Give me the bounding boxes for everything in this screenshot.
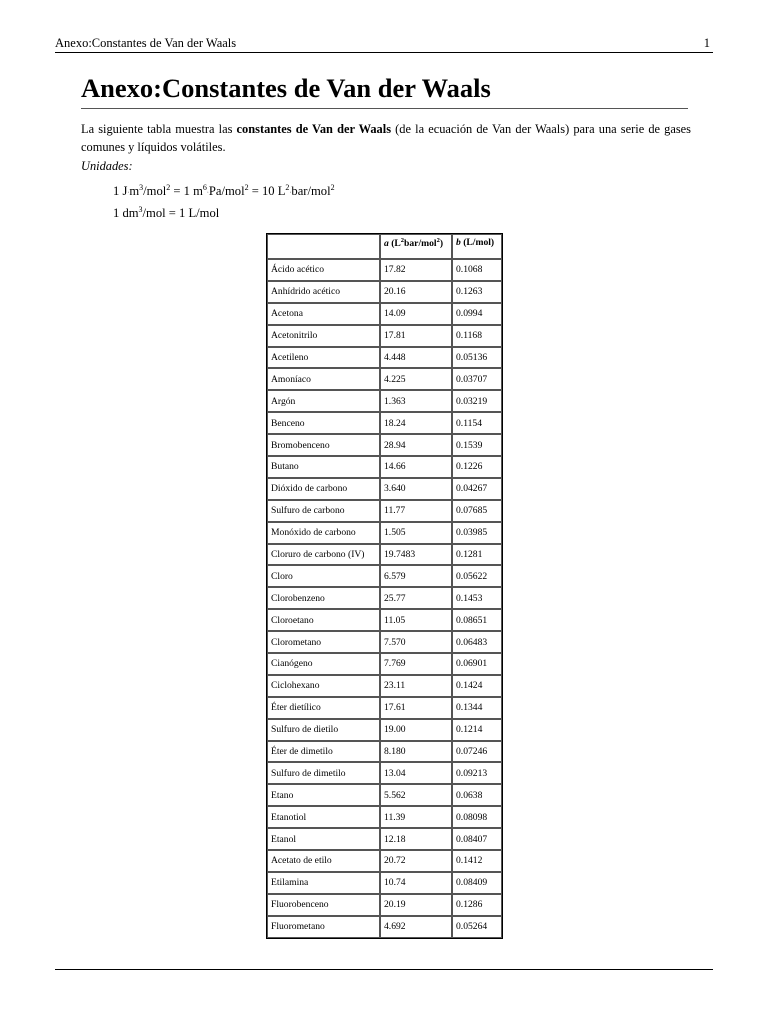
cell-a-value: 3.640 [380, 478, 452, 500]
cell-a-value: 6.579 [380, 565, 452, 587]
cell-b-value: 0.06483 [452, 631, 502, 653]
cell-b-value: 0.08409 [452, 872, 502, 894]
cell-b-value: 0.1539 [452, 434, 502, 456]
units-text: Pa/mol [208, 184, 245, 198]
table-row [267, 828, 502, 850]
cell-substance: Etanotiol [267, 806, 380, 828]
intro-text-before: La siguiente tabla muestra las [81, 122, 237, 136]
table-row [267, 741, 502, 763]
header-a-text: ) [439, 238, 444, 249]
units-text: = 1 m [170, 184, 203, 198]
intro-text-after: (de la ecuación de Van der Waals) para una serie de gases comunes y líquidos volátiles. [81, 122, 692, 154]
units-text: bar/mol [291, 184, 331, 198]
table-row [267, 368, 502, 390]
units-text: /mol = 1 L/mol [142, 206, 220, 220]
intro-bold-link[interactable]: constantes de Van der Waals [236, 122, 392, 136]
units-label-text: Unidades [81, 159, 129, 173]
page-title: Anexo:Constantes de Van der Waals [81, 73, 491, 103]
cell-substance: Sulfuro de dimetilo [267, 762, 380, 784]
cell-a-value: 7.769 [380, 653, 452, 675]
cell-b-value: 0.1068 [452, 259, 502, 281]
cell-substance: Éter dietílico [267, 697, 380, 719]
table-row [267, 500, 502, 522]
cell-a-value: 13.04 [380, 762, 452, 784]
cell-b-value: 0.06901 [452, 653, 502, 675]
cell-b-value: 0.04267 [452, 478, 502, 500]
table-row [267, 653, 502, 675]
cell-a-value: 17.82 [380, 259, 452, 281]
table-row [267, 390, 502, 412]
header-a-var: a [384, 238, 389, 249]
table-row [267, 478, 502, 500]
cell-a-value: 11.39 [380, 806, 452, 828]
cell-b-value: 0.1412 [452, 850, 502, 872]
table-row [267, 916, 502, 938]
title-divider [81, 108, 688, 109]
intro-paragraph [81, 120, 691, 156]
cell-a-value: 19.00 [380, 719, 452, 741]
header-a-text: (L [388, 238, 401, 249]
cell-b-value: 0.1281 [452, 544, 502, 566]
table-row [267, 675, 502, 697]
cell-substance: Acetileno [267, 347, 380, 369]
cell-b-value: 0.1263 [452, 281, 502, 303]
cell-b-value: 0.1453 [452, 587, 502, 609]
cell-substance: Butano [267, 456, 380, 478]
cell-substance: Clorometano [267, 631, 380, 653]
units-exponent: 3 [138, 205, 143, 214]
table-row [267, 259, 502, 281]
cell-substance: Acetato de etilo [267, 850, 380, 872]
units-exponent: 6 [202, 183, 207, 192]
header-b-var: b [456, 237, 461, 248]
units-exponent: 2 [285, 183, 290, 192]
table-row [267, 894, 502, 916]
units-text: 1 dm [113, 206, 139, 220]
cell-a-value: 25.77 [380, 587, 452, 609]
table-row [267, 850, 502, 872]
cell-substance: Cloruro de carbono (IV) [267, 544, 380, 566]
table-body [267, 259, 502, 938]
cell-a-value: 11.05 [380, 609, 452, 631]
table-row [267, 412, 502, 434]
cell-a-value: 8.180 [380, 741, 452, 763]
cell-a-value: 23.11 [380, 675, 452, 697]
table-row [267, 347, 502, 369]
cell-substance: Bromobenceno [267, 434, 380, 456]
cell-substance: Anhídrido acético [267, 281, 380, 303]
cell-a-value: 20.16 [380, 281, 452, 303]
middle-dot: · [206, 190, 209, 196]
table-row [267, 872, 502, 894]
header-b-text: (L/mol) [460, 237, 495, 248]
table-row [267, 806, 502, 828]
table-row [267, 762, 502, 784]
table-row [267, 784, 502, 806]
cell-substance: Acetonitrilo [267, 325, 380, 347]
units-exponent: 2 [166, 183, 171, 192]
cell-substance: Etilamina [267, 872, 380, 894]
cell-b-value: 0.03707 [452, 368, 502, 390]
van-der-waals-table [266, 233, 503, 939]
table-row [267, 281, 502, 303]
header-a-exponent: 2 [436, 237, 440, 244]
units-line-1 [113, 183, 335, 199]
units-exponent: 2 [244, 183, 249, 192]
cell-a-value: 20.19 [380, 894, 452, 916]
cell-substance: Clorobenzeno [267, 587, 380, 609]
cell-a-value: 4.692 [380, 916, 452, 938]
cell-substance: Fluorobenceno [267, 894, 380, 916]
cell-substance: Dióxido de carbono [267, 478, 380, 500]
header-divider [55, 52, 713, 53]
cell-b-value: 0.1226 [452, 456, 502, 478]
cell-b-value: 0.05136 [452, 347, 502, 369]
cell-a-value: 17.61 [380, 697, 452, 719]
cell-b-value: 0.0994 [452, 303, 502, 325]
cell-a-value: 4.448 [380, 347, 452, 369]
header-substance [267, 234, 380, 259]
table-row [267, 697, 502, 719]
units-text: m [129, 184, 140, 198]
middle-dot: · [127, 190, 130, 196]
units-text: = 10 L [248, 184, 286, 198]
header-a-exponent: 2 [400, 237, 405, 244]
cell-b-value: 0.03985 [452, 522, 502, 544]
cell-b-value: 0.05622 [452, 565, 502, 587]
cell-a-value: 14.09 [380, 303, 452, 325]
cell-substance: Cloro [267, 565, 380, 587]
cell-a-value: 7.570 [380, 631, 452, 653]
cell-substance: Ácido acético [267, 259, 380, 281]
cell-a-value: 1.363 [380, 390, 452, 412]
units-text: /mol [143, 184, 167, 198]
units-exponent: 2 [330, 183, 335, 192]
cell-b-value: 0.08098 [452, 806, 502, 828]
cell-b-value: 0.09213 [452, 762, 502, 784]
footer-divider [55, 969, 713, 970]
table-row [267, 587, 502, 609]
cell-substance: Amoníaco [267, 368, 380, 390]
units-label: Unidades: [81, 159, 133, 173]
cell-substance: Sulfuro de dietilo [267, 719, 380, 741]
table-row [267, 631, 502, 653]
cell-b-value: 0.1154 [452, 412, 502, 434]
table-row [267, 565, 502, 587]
cell-a-value: 12.18 [380, 828, 452, 850]
cell-substance: Cloroetano [267, 609, 380, 631]
cell-a-value: 20.72 [380, 850, 452, 872]
cell-b-value: 0.1168 [452, 325, 502, 347]
table-row [267, 522, 502, 544]
units-line-2 [113, 205, 219, 221]
cell-b-value: 0.0638 [452, 784, 502, 806]
page-number: 1 [703, 36, 710, 50]
cell-substance: Etanol [267, 828, 380, 850]
cell-a-value: 19.7483 [380, 544, 452, 566]
cell-substance: Argón [267, 390, 380, 412]
cell-substance: Acetona [267, 303, 380, 325]
cell-b-value: 0.1214 [452, 719, 502, 741]
cell-a-value: 14.66 [380, 456, 452, 478]
cell-b-value: 0.1286 [452, 894, 502, 916]
running-header [55, 34, 713, 52]
table-row [267, 456, 502, 478]
table-row [267, 609, 502, 631]
table-header-row [267, 234, 502, 259]
cell-b-value: 0.1344 [452, 697, 502, 719]
units-text: 1 J [113, 184, 128, 198]
cell-a-value: 5.562 [380, 784, 452, 806]
cell-a-value: 10.74 [380, 872, 452, 894]
table-row [267, 434, 502, 456]
header-a [380, 234, 452, 259]
table-row [267, 325, 502, 347]
cell-b-value: 0.07246 [452, 741, 502, 763]
cell-substance: Éter de dimetilo [267, 741, 380, 763]
cell-substance: Etano [267, 784, 380, 806]
cell-b-value: 0.07685 [452, 500, 502, 522]
cell-a-value: 1.505 [380, 522, 452, 544]
cell-substance: Cianógeno [267, 653, 380, 675]
header-b [452, 234, 502, 259]
cell-b-value: 0.08407 [452, 828, 502, 850]
cell-a-value: 17.81 [380, 325, 452, 347]
header-a-text: bar/mol [404, 238, 437, 249]
cell-substance: Benceno [267, 412, 380, 434]
running-header-title: Anexo:Constantes de Van der Waals [55, 36, 237, 50]
cell-a-value: 18.24 [380, 412, 452, 434]
cell-b-value: 0.05264 [452, 916, 502, 938]
cell-substance: Sulfuro de carbono [267, 500, 380, 522]
cell-substance: Ciclohexano [267, 675, 380, 697]
units-exponent: 3 [139, 183, 144, 192]
cell-b-value: 0.08651 [452, 609, 502, 631]
cell-substance: Monóxido de carbono [267, 522, 380, 544]
table-row [267, 303, 502, 325]
cell-b-value: 0.03219 [452, 390, 502, 412]
cell-a-value: 11.77 [380, 500, 452, 522]
cell-a-value: 4.225 [380, 368, 452, 390]
cell-substance: Fluorometano [267, 916, 380, 938]
cell-b-value: 0.1424 [452, 675, 502, 697]
table-row [267, 544, 502, 566]
middle-dot: · [289, 190, 292, 196]
table-row [267, 719, 502, 741]
cell-a-value: 28.94 [380, 434, 452, 456]
